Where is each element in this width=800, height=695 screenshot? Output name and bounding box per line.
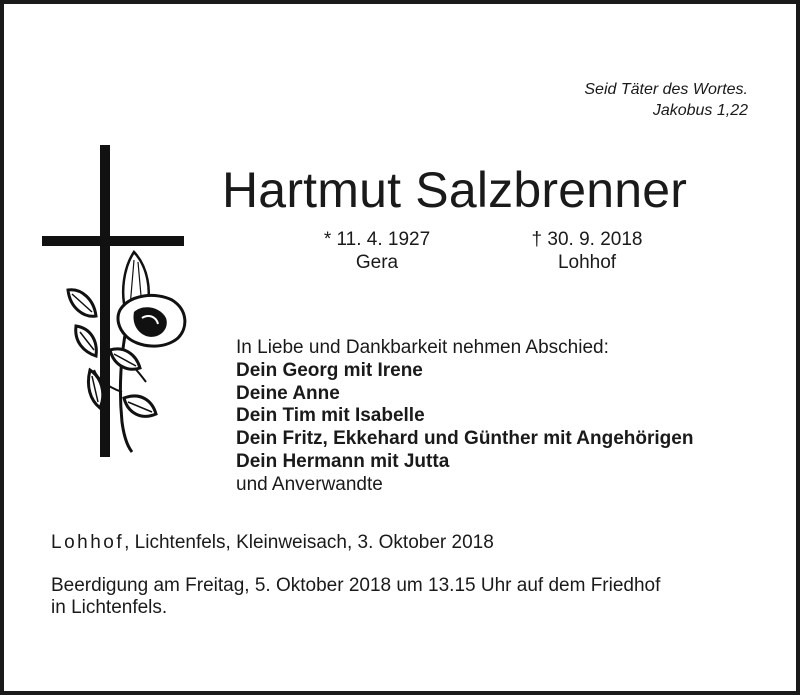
funeral-line: in Lichtenfels. [51,597,168,618]
deceased-name: Hartmut Salzbrenner [222,162,688,218]
verse-reference: Jakobus 1,22 [652,102,748,119]
place-rest: , Lichtenfels, Kleinweisach, 3. Oktober 2018 [124,532,494,553]
mourner-name: Dein Hermann mit Jutta [236,450,450,472]
birth-place: Gera [355,252,399,273]
mourner-name: Deine Anne [236,382,340,404]
place-town: Lohhof [51,532,125,553]
funeral-line: Beerdigung am Freitag, 5. Oktober 2018 um 13.15 Uhr auf dem Friedhof [51,575,661,596]
mourner-name: Dein Georg mit Irene [236,359,423,381]
bible-verse [584,79,748,121]
birth-date: * 11. 4. 1927 [323,229,431,250]
mourner-name: Dein Tim mit Isabelle [236,405,425,427]
mourners-list [236,337,693,497]
death-place: Lohhof [557,252,617,273]
verse-text: Seid Täter des Wortes. [584,81,748,98]
mourner-name: Dein Fritz, Ekkehard und Günther mit Angehörigen [236,428,694,450]
mourners-intro: In Liebe und Dankbarkeit nehmen Abschied: [236,337,609,358]
place-and-date [51,531,494,554]
cross-with-rose-icon [38,142,190,462]
birth-info [316,228,438,274]
death-info [524,228,650,274]
death-date: † 30. 9. 2018 [531,229,643,250]
funeral-info [51,575,771,619]
mourners-closing: und Anverwandte [236,473,383,495]
